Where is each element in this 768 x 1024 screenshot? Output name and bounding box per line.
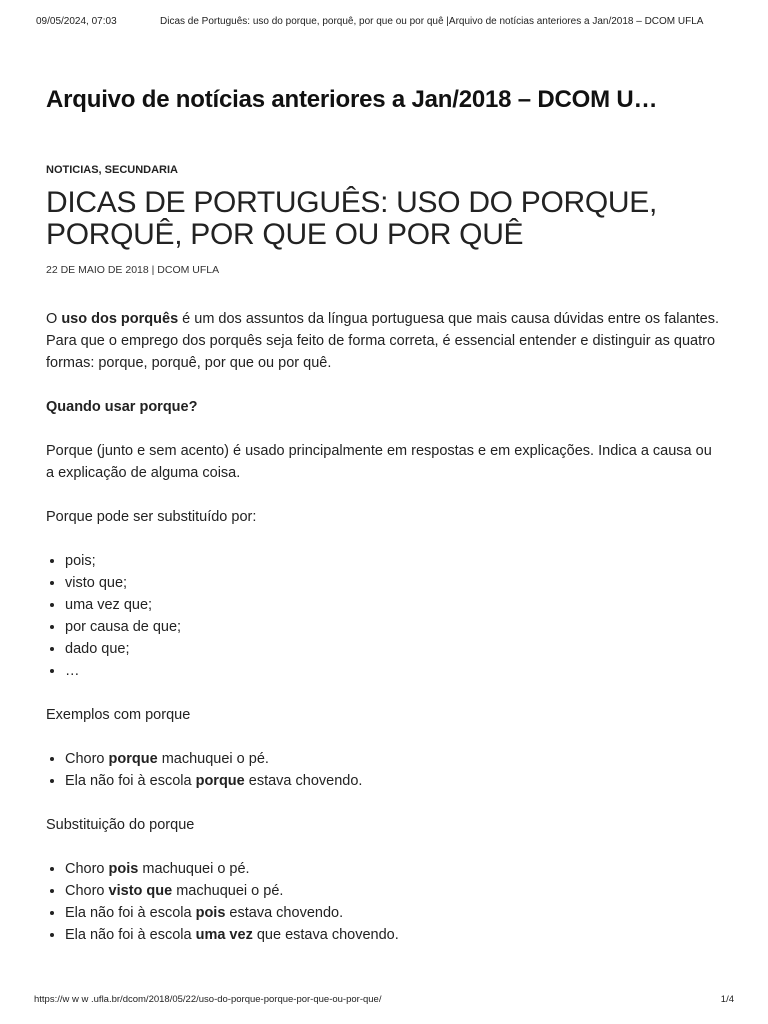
- examples-list: [46, 748, 722, 792]
- substitution-pre: Ela não foi à escola: [65, 905, 196, 921]
- post-title-line-2: PORQUÊ, POR QUE OU POR QUÊ: [46, 218, 524, 251]
- list-item: [65, 880, 722, 902]
- list-item: • pois;: [65, 550, 722, 572]
- list-item: • visto que;: [65, 572, 722, 594]
- list-item: • uma vez que;: [65, 594, 722, 616]
- intro-paragraph: [46, 308, 722, 374]
- example-post: machuquei o pé.: [157, 751, 269, 767]
- substitution-pre: Choro: [65, 883, 109, 899]
- list-item: [65, 748, 722, 770]
- post-title-line-1: DICAS DE PORTUGUÊS: USO DO PORQUE,: [46, 186, 658, 219]
- substitution-post: machuquei o pé.: [138, 861, 250, 877]
- examples-label: Exemplos com porque: [46, 707, 191, 723]
- substitution-post: que estava chovendo.: [252, 927, 399, 943]
- list-item: [65, 770, 722, 792]
- site-title[interactable]: Arquivo de notícias anteriores a Jan/2018 – DCOM U…: [46, 86, 658, 113]
- print-footer: [34, 994, 734, 1005]
- post-meta: 22 DE MAIO DE 2018 | DCOM UFLA: [46, 264, 220, 276]
- substitutes-list: [46, 550, 722, 682]
- substitution-post: machuquei o pé.: [172, 883, 284, 899]
- post-categories[interactable]: NOTICIAS, SECUNDARIA: [46, 164, 179, 176]
- intro-text-end: é um dos assuntos da língua portuguesa que mais causa dúvidas entre os falantes. Para que o emprego dos porquês seja feito de forma correta, é essencial entender e distinguir as quatro formas: porque, porquê, por que ou por quê.: [46, 311, 720, 371]
- print-page-number: 1/4: [720, 994, 734, 1005]
- example-bold: porque: [108, 751, 158, 767]
- substitutions-list: [46, 858, 722, 946]
- list-item: [65, 902, 722, 924]
- list-item: • dado que;: [65, 638, 722, 660]
- substitution-bold: pois: [108, 861, 139, 877]
- example-pre: Ela não foi à escola: [65, 773, 196, 789]
- post-content: [46, 308, 722, 968]
- print-date: 09/05/2024, 07:03: [36, 16, 117, 27]
- substitution-label: Substituição do porque: [46, 817, 195, 833]
- print-doc-title: Dicas de Português: uso do porque, porquê, por que ou por quê |Arquivo de notícias anteriores a Jan/2018 – DCOM UFLA: [160, 16, 704, 27]
- substitution-pre: Choro: [65, 861, 109, 877]
- example-pre: Choro: [65, 751, 109, 767]
- list-item: [65, 924, 722, 946]
- substitution-bold: uma vez: [195, 927, 253, 943]
- heading-quando-usar-porque: [46, 396, 722, 418]
- example-bold: porque: [195, 773, 245, 789]
- porque-paragraph: Porque (junto e sem acento) é usado principalmente em respostas e em explicações. Indica a causa ou a explicação de alguma coisa.: [46, 443, 712, 481]
- post-title: [46, 187, 726, 251]
- list-item: [65, 858, 722, 880]
- intro-text-start: O: [46, 311, 62, 327]
- substitution-bold: pois: [195, 905, 226, 921]
- substitution-post: estava chovendo.: [225, 905, 344, 921]
- list-item: • por causa de que;: [65, 616, 722, 638]
- substitution-pre: Ela não foi à escola: [65, 927, 196, 943]
- heading-text: Quando usar porque?: [46, 399, 198, 415]
- intro-bold-term: uso dos porquês: [61, 311, 179, 327]
- list-item: • …: [65, 660, 722, 682]
- print-header: [36, 16, 732, 27]
- substituted-label: Porque pode ser substituído por:: [46, 509, 257, 525]
- print-url: https://w w w .ufla.br/dcom/2018/05/22/uso-do-porque-porque-por-que-ou-por-que/: [34, 994, 382, 1005]
- substitution-bold: visto que: [108, 883, 173, 899]
- example-post: estava chovendo.: [244, 773, 363, 789]
